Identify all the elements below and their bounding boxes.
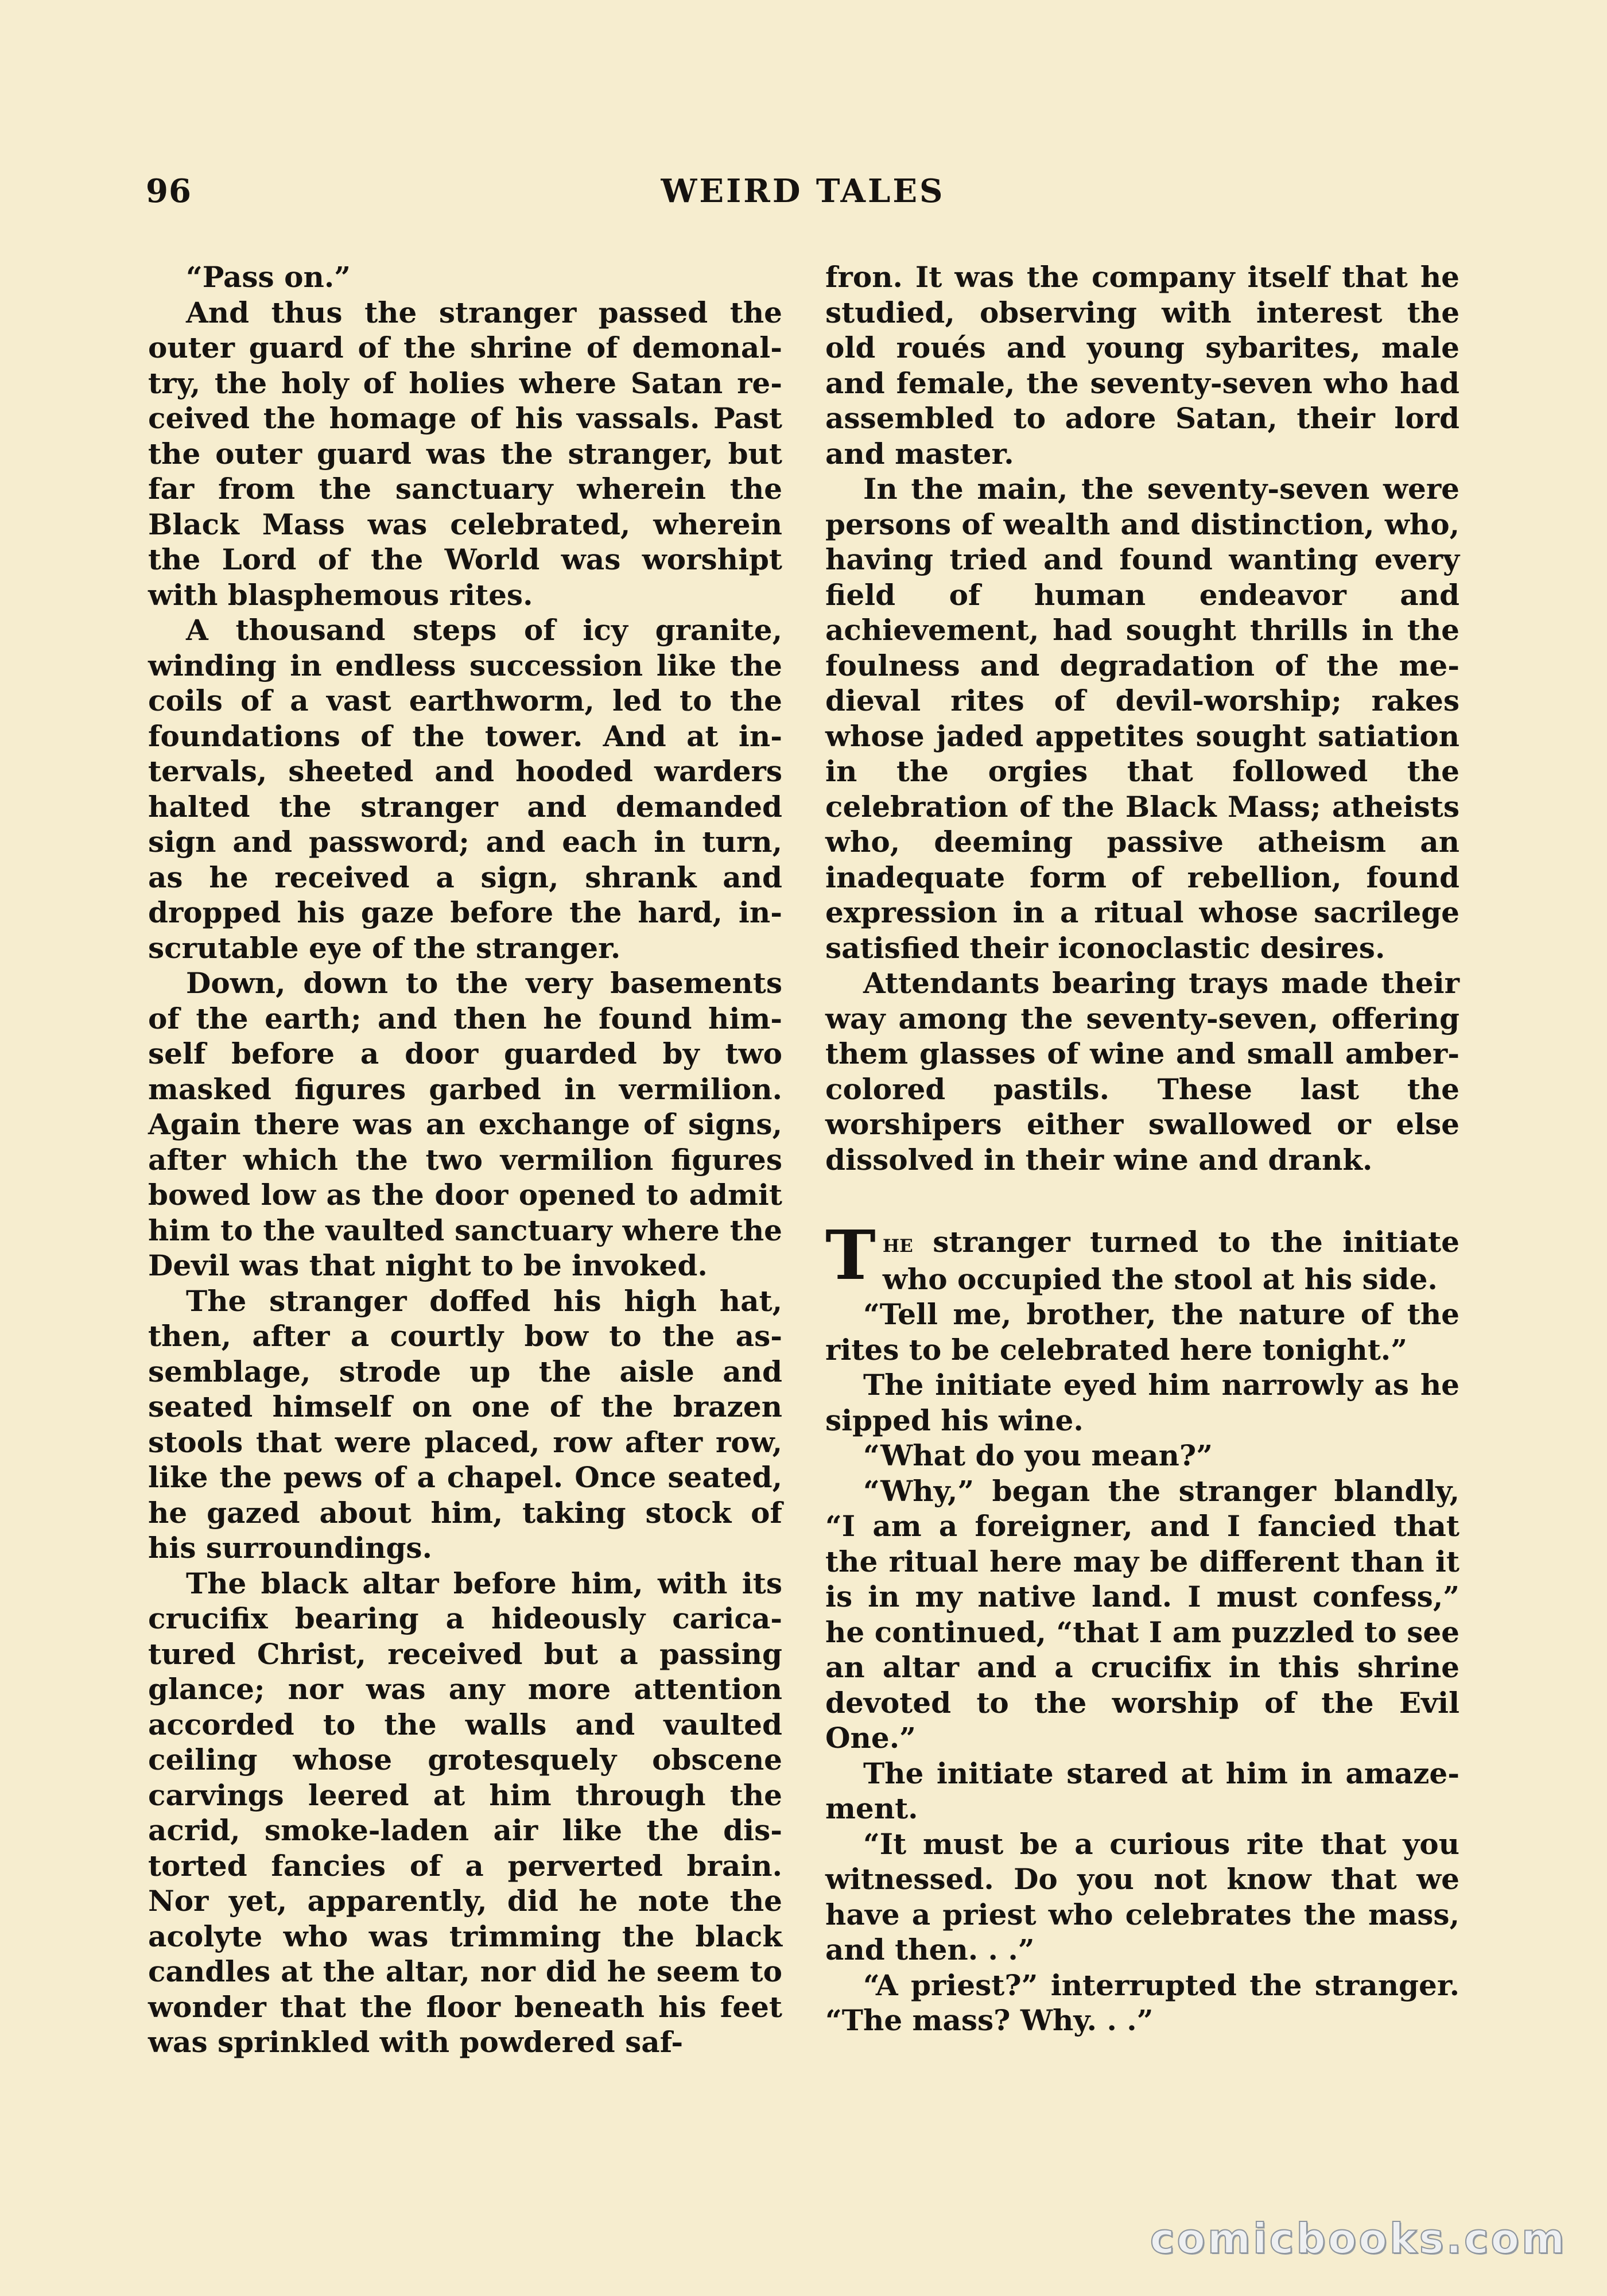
- page-number: 96: [146, 172, 192, 210]
- drop-cap: T: [825, 1215, 876, 1295]
- section-break: [825, 1177, 1460, 1224]
- paragraph-text: stranger turned to the initiate who occupied the stool at his side.: [882, 1225, 1460, 1296]
- paragraph: The stranger doffed his high hat, then, after a courtly bow to the assemblage, strode up the aisle and seated himself on one of the brazen stools that were placed, row after row, like the pews of a chapel. Once seated, he gazed about him, taking stock of his surroundings.: [148, 1283, 782, 1565]
- running-title: WEIRD TALES: [661, 172, 945, 210]
- paragraph: “It must be a curious rite that you witnessed. Do you not know that we have a priest who celebrates the mass, and then. . .”: [825, 1826, 1460, 1967]
- paragraph: A thousand steps of icy granite, winding in endless succession like the coils of a vast earthworm, led to the foundations of the tower. And at intervals, sheeted and hooded warders halted the stranger and demanded sign and password; and each in turn, as he received a sign, shrank and dropped his gaze before the hard, inscrutable eye of the stranger.: [148, 613, 782, 965]
- paragraph: Down, down to the very basements of the earth; and then he found himself before a door guarded by two masked figures garbed in vermilion. Again there was an exchange of signs, after which the two vermilion figures bowed low as the door opened to admit him to the vaulted sanctuary where the Devil was that night to be invoked.: [148, 966, 782, 1282]
- paragraph: Attendants bearing trays made their way among the seventy-seven, offering them glasses of wine and small amber-colored pastils. These last the worshipers either swallowed or else dissolved in their wine and drank.: [825, 966, 1460, 1177]
- paragraph: And thus the stranger passed the outer guard of the shrine of demonaltry, the holy of holies where Satan received the homage of his vassals. Past the outer guard was the stranger, but far from the sanctuary wherein the Black Mass was celebrated, wherein the Lord of the World was worshipt with blasphemous rites.: [148, 295, 782, 612]
- paragraph: “Why,” began the stranger blandly, “I am a foreigner, and I fancied that the ritual here may be different than it is in my native land. I must confess,” he continued, “that I am puzzled to see an altar and a crucifix in this shrine devoted to the worship of the Evil One.”: [825, 1473, 1460, 1755]
- paragraph-continued: fron. It was the company itself that he studied, observing with interest the old roués and young sybarites, male and female, the seventy-seven who had assembled to adore Satan, their lord and master.: [825, 260, 1460, 471]
- small-caps-lead: he: [882, 1229, 913, 1258]
- paragraph: The initiate eyed him narrowly as he sipped his wine.: [825, 1368, 1460, 1437]
- paragraph: “Pass on.”: [186, 260, 351, 294]
- paragraph: “What do you mean?”: [863, 1438, 1213, 1472]
- paragraph: The black altar before him, with its crucifix bearing a hideously caricatured Christ, received but a passing glance; nor was any more attention accorded to the walls and vaulted ceiling whose grotesquely obscene carvings leered at him through the acrid, smoke-laden air like the distorted fancies of a perverted brain. Nor yet, apparently, did he note the acolyte who was trimming the black candles at the altar, nor did he seem to wonder that the floor beneath his feet was sprinkled with powdered saf-: [148, 1566, 782, 2059]
- right-column: [825, 259, 1460, 2038]
- paragraph: The initiate stared at him in amazement.: [825, 1756, 1460, 1825]
- watermark: comicbooks.com: [1150, 2214, 1567, 2263]
- paragraph: “Tell me, brother, the nature of the rites to be celebrated here tonight.”: [825, 1297, 1460, 1367]
- left-column: [148, 259, 782, 2060]
- section-opening-paragraph: [825, 1215, 1460, 1297]
- paragraph: “A priest?” interrupted the stranger. “The mass? Why. . .”: [825, 1968, 1460, 2037]
- paragraph: In the main, the seventy-seven were persons of wealth and distinction, who, having tried and found wanting every field of human endeavor and achievement, had sought thrills in the foulness and degradation of the medieval rites of devil-worship; rakes whose jaded appetites sought satiation in the orgies that followed the celebration of the Black Mass; atheists who, deeming passive atheism an inadequate form of rebellion, found expression in a ritual whose sacrilege satisfied their iconoclastic desires.: [825, 472, 1460, 965]
- page-header: [146, 172, 1460, 224]
